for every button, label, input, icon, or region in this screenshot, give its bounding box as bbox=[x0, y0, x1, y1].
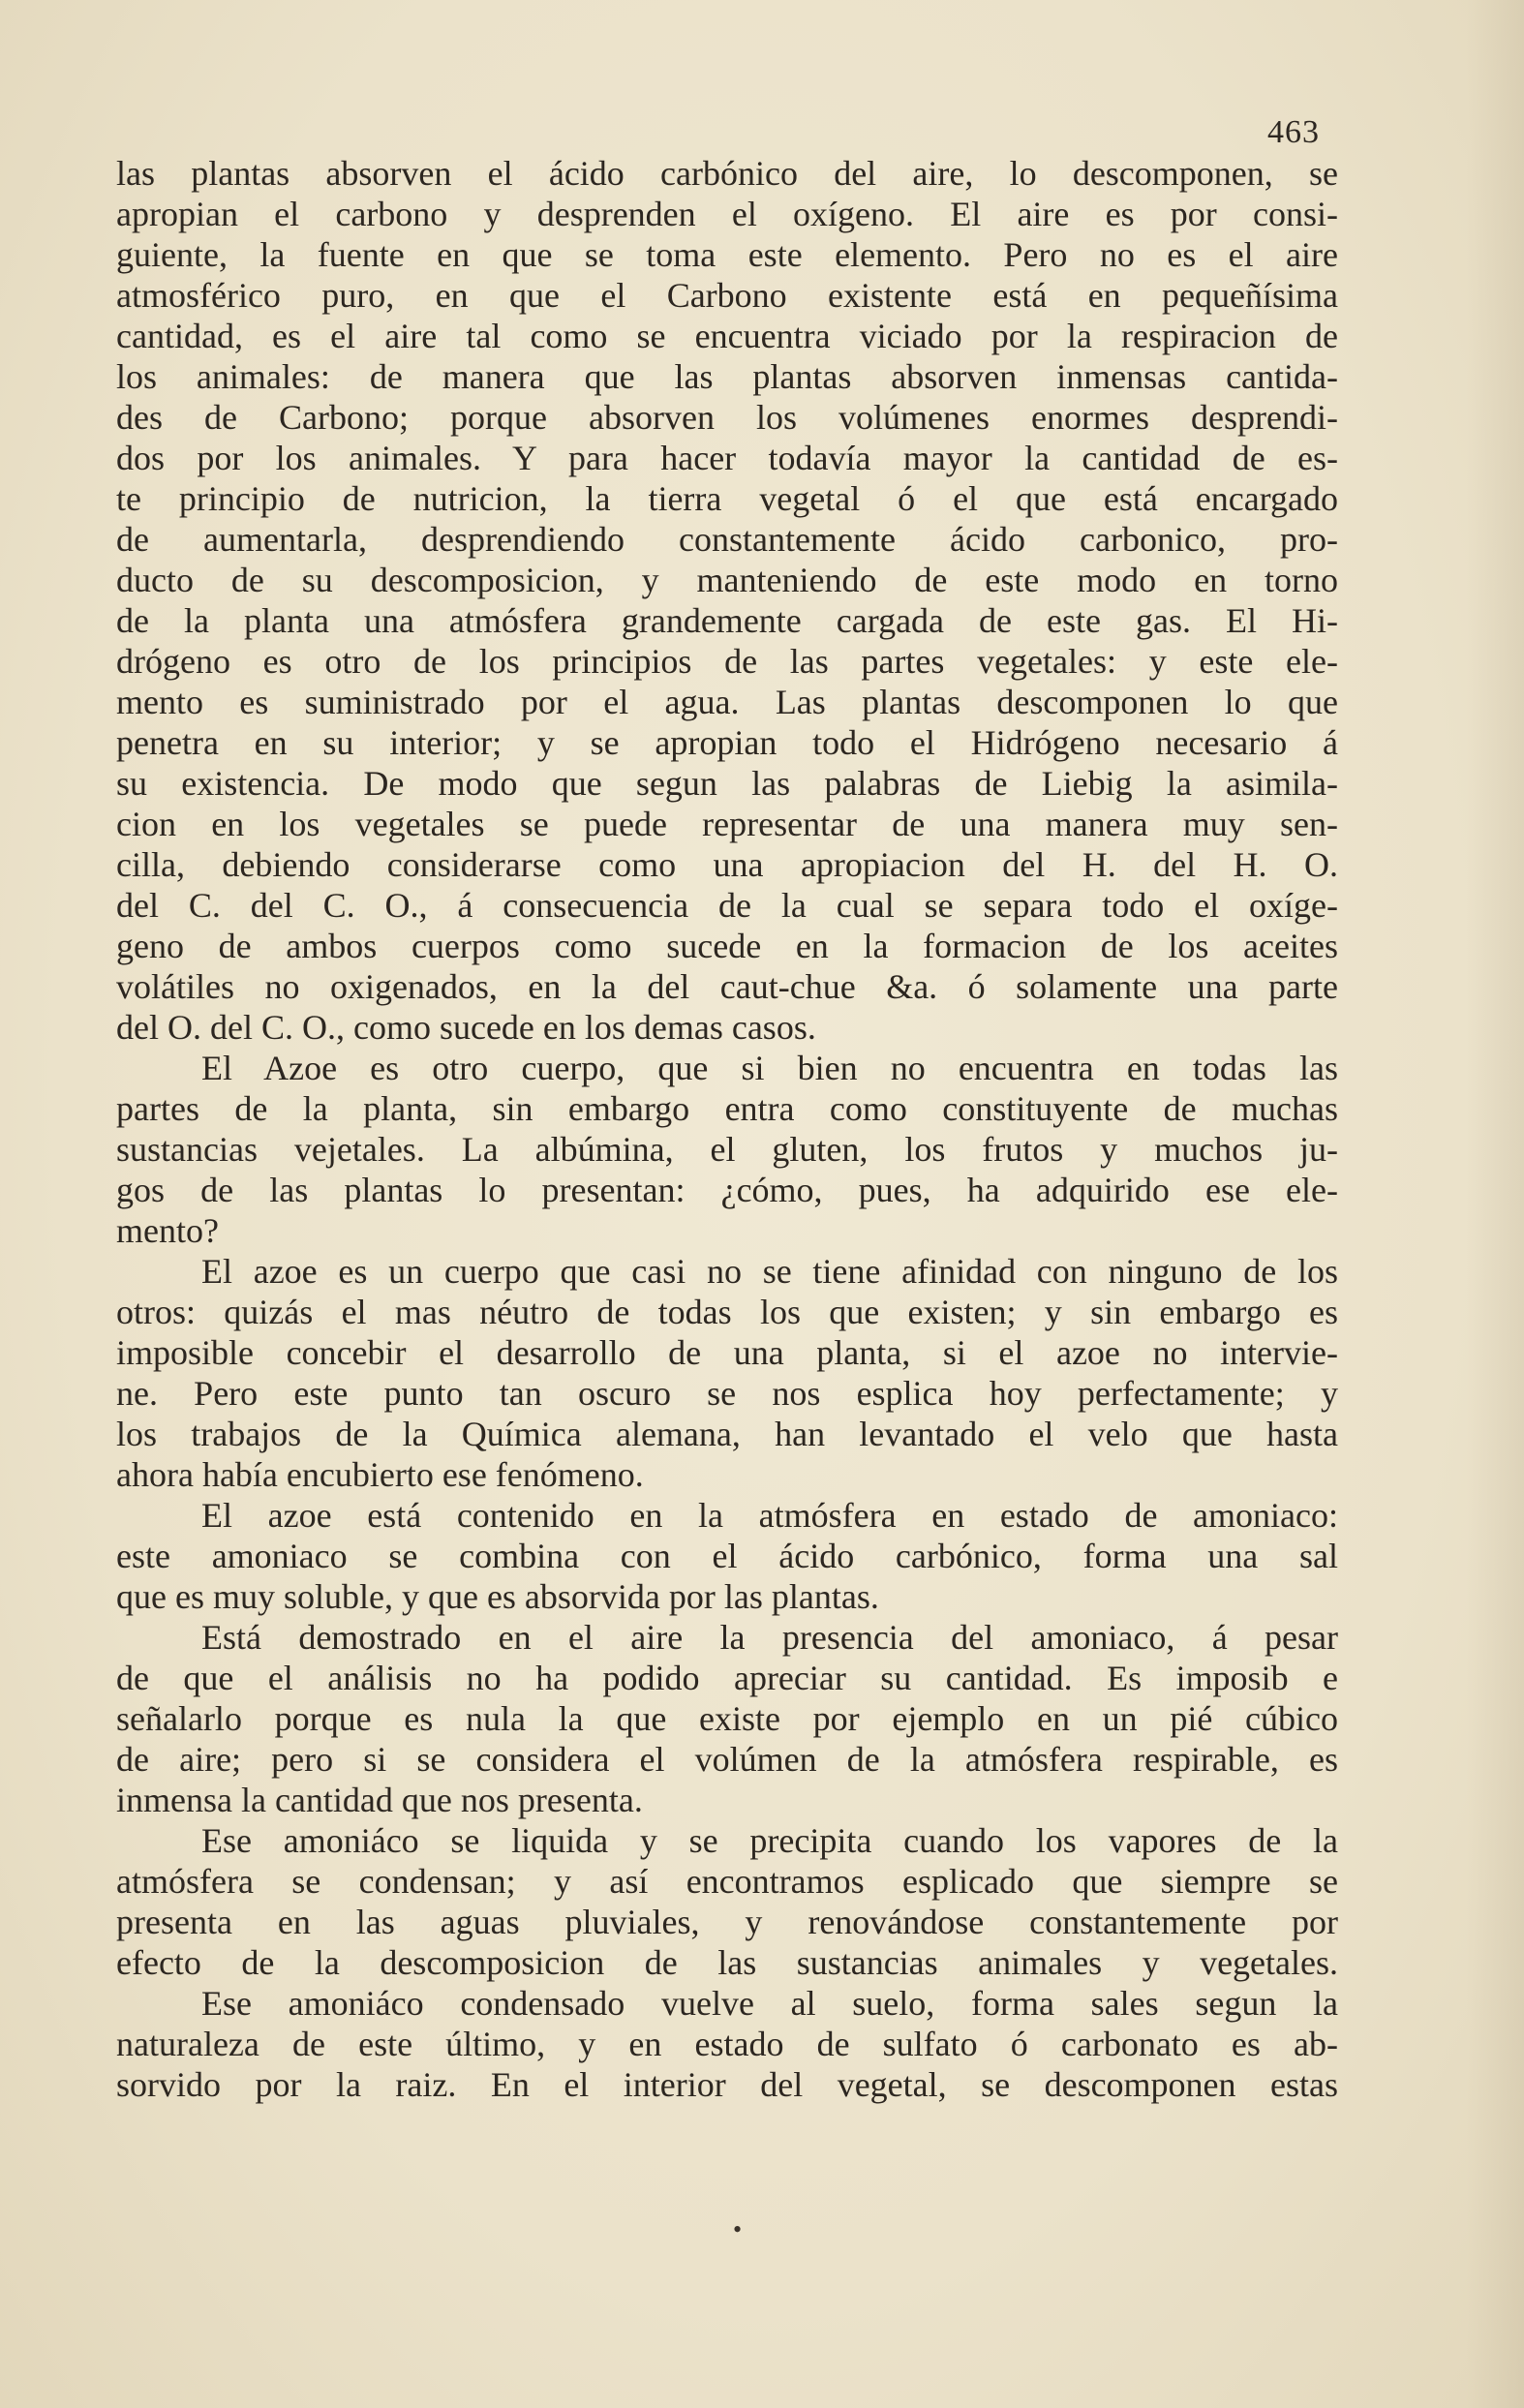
text-line: mento es suministrado por el agua. Las plantas descomponen lo que bbox=[116, 683, 1338, 721]
text-line: dos por los animales. Y para hacer todavía mayor la cantidad de es- bbox=[116, 439, 1338, 477]
text-line: guiente, la fuente en que se toma este elemento. Pero no es el aire bbox=[116, 235, 1338, 274]
page-number: 463 bbox=[1267, 114, 1320, 150]
text-line: des de Carbono; porque absorven los volúmenes enormes desprendi- bbox=[116, 398, 1338, 437]
text-line: ahora había encubierto ese fenómeno. bbox=[116, 1455, 644, 1494]
text-line: cion en los vegetales se puede representar de una manera muy sen- bbox=[116, 805, 1338, 843]
text-line: sustancias vejetales. La albúmina, el gluten, los frutos y muchos ju- bbox=[116, 1130, 1338, 1169]
text-line: El azoe es un cuerpo que casi no se tiene afinidad con ninguno de los bbox=[201, 1252, 1338, 1291]
text-line: presenta en las aguas pluviales, y renovándose constantemente por bbox=[116, 1903, 1338, 1941]
text-line: partes de la planta, sin embargo entra como constituyente de muchas bbox=[116, 1089, 1338, 1128]
text-line: Está demostrado en el aire la presencia del amoniaco, á pesar bbox=[201, 1618, 1338, 1657]
text-line: de que el análisis no ha podido apreciar su cantidad. Es imposib e bbox=[116, 1659, 1338, 1697]
text-line: de aire; pero si se considera el volúmen de la atmósfera respirable, es bbox=[116, 1740, 1338, 1779]
text-line: de aumentarla, desprendiendo constantemente ácido carbonico, pro- bbox=[116, 520, 1338, 559]
text-line: drógeno es otro de los principios de las partes vegetales: y este ele- bbox=[116, 642, 1338, 681]
text-line: apropian el carbono y desprenden el oxígeno. El aire es por consi- bbox=[116, 195, 1338, 233]
text-line: El azoe está contenido en la atmósfera en estado de amoniaco: bbox=[201, 1496, 1338, 1535]
text-line: cantidad, es el aire tal como se encuentra viciado por la respiracion de bbox=[116, 317, 1338, 355]
text-line: volátiles no oxigenados, en la del caut-chue &a. ó solamente una parte bbox=[116, 967, 1338, 1006]
text-line: los trabajos de la Química alemana, han levantado el velo que hasta bbox=[116, 1415, 1338, 1453]
text-line: señalarlo porque es nula la que existe por ejemplo en un pié cúbico bbox=[116, 1699, 1338, 1738]
text-line: mento? bbox=[116, 1211, 219, 1250]
text-line: los animales: de manera que las plantas absorven inmensas cantida- bbox=[116, 357, 1338, 396]
text-line: cilla, debiendo considerarse como una apropiacion del H. del H. O. bbox=[116, 845, 1338, 884]
text-line: efecto de la descomposicion de las sustancias animales y vegetales. bbox=[116, 1943, 1338, 1982]
body-text bbox=[116, 153, 1338, 2105]
text-line: imposible concebir el desarrollo de una planta, si el azoe no intervie- bbox=[116, 1333, 1338, 1372]
footer-mark: • bbox=[733, 2215, 743, 2243]
text-line: Ese amoniáco se liquida y se precipita cuando los vapores de la bbox=[201, 1821, 1338, 1860]
text-line: atmósfera se condensan; y así encontramos esplicado que siempre se bbox=[116, 1862, 1338, 1901]
text-line: gos de las plantas lo presentan: ¿cómo, pues, ha adquirido ese ele- bbox=[116, 1171, 1338, 1209]
text-line: su existencia. De modo que segun las palabras de Liebig la asimila- bbox=[116, 764, 1338, 803]
text-line: ducto de su descomposicion, y manteniendo de este modo en torno bbox=[116, 561, 1338, 599]
text-line: del O. del C. O., como sucede en los demas casos. bbox=[116, 1008, 816, 1047]
text-line: naturaleza de este último, y en estado de sulfato ó carbonato es ab- bbox=[116, 2025, 1338, 2063]
text-line: penetra en su interior; y se apropian todo el Hidrógeno necesario á bbox=[116, 723, 1338, 762]
text-line: de la planta una atmósfera grandemente cargada de este gas. El Hi- bbox=[116, 601, 1338, 640]
page-edge-shadow bbox=[1466, 0, 1524, 2408]
text-line: las plantas absorven el ácido carbónico del aire, lo descomponen, se bbox=[116, 154, 1338, 193]
text-line: este amoniaco se combina con el ácido carbónico, forma una sal bbox=[116, 1537, 1338, 1575]
text-line: te principio de nutricion, la tierra vegetal ó el que está encargado bbox=[116, 479, 1338, 518]
text-line: Ese amoniáco condensado vuelve al suelo, forma sales segun la bbox=[201, 1984, 1338, 2023]
text-line: sorvido por la raiz. En el interior del vegetal, se descomponen estas bbox=[116, 2065, 1338, 2104]
text-line: otros: quizás el mas néutro de todas los que existen; y sin embargo es bbox=[116, 1293, 1338, 1331]
text-line: atmosférico puro, en que el Carbono existente está en pequeñísima bbox=[116, 276, 1338, 315]
text-line: El Azoe es otro cuerpo, que si bien no encuentra en todas las bbox=[201, 1049, 1338, 1087]
text-line: que es muy soluble, y que es absorvida por las plantas. bbox=[116, 1577, 879, 1616]
text-line: geno de ambos cuerpos como sucede en la formacion de los aceites bbox=[116, 927, 1338, 965]
text-line: ne. Pero este punto tan oscuro se nos esplica hoy perfectamente; y bbox=[116, 1374, 1338, 1413]
text-line: del C. del C. O., á consecuencia de la cual se separa todo el oxíge- bbox=[116, 886, 1338, 925]
text-line: inmensa la cantidad que nos presenta. bbox=[116, 1781, 643, 1819]
